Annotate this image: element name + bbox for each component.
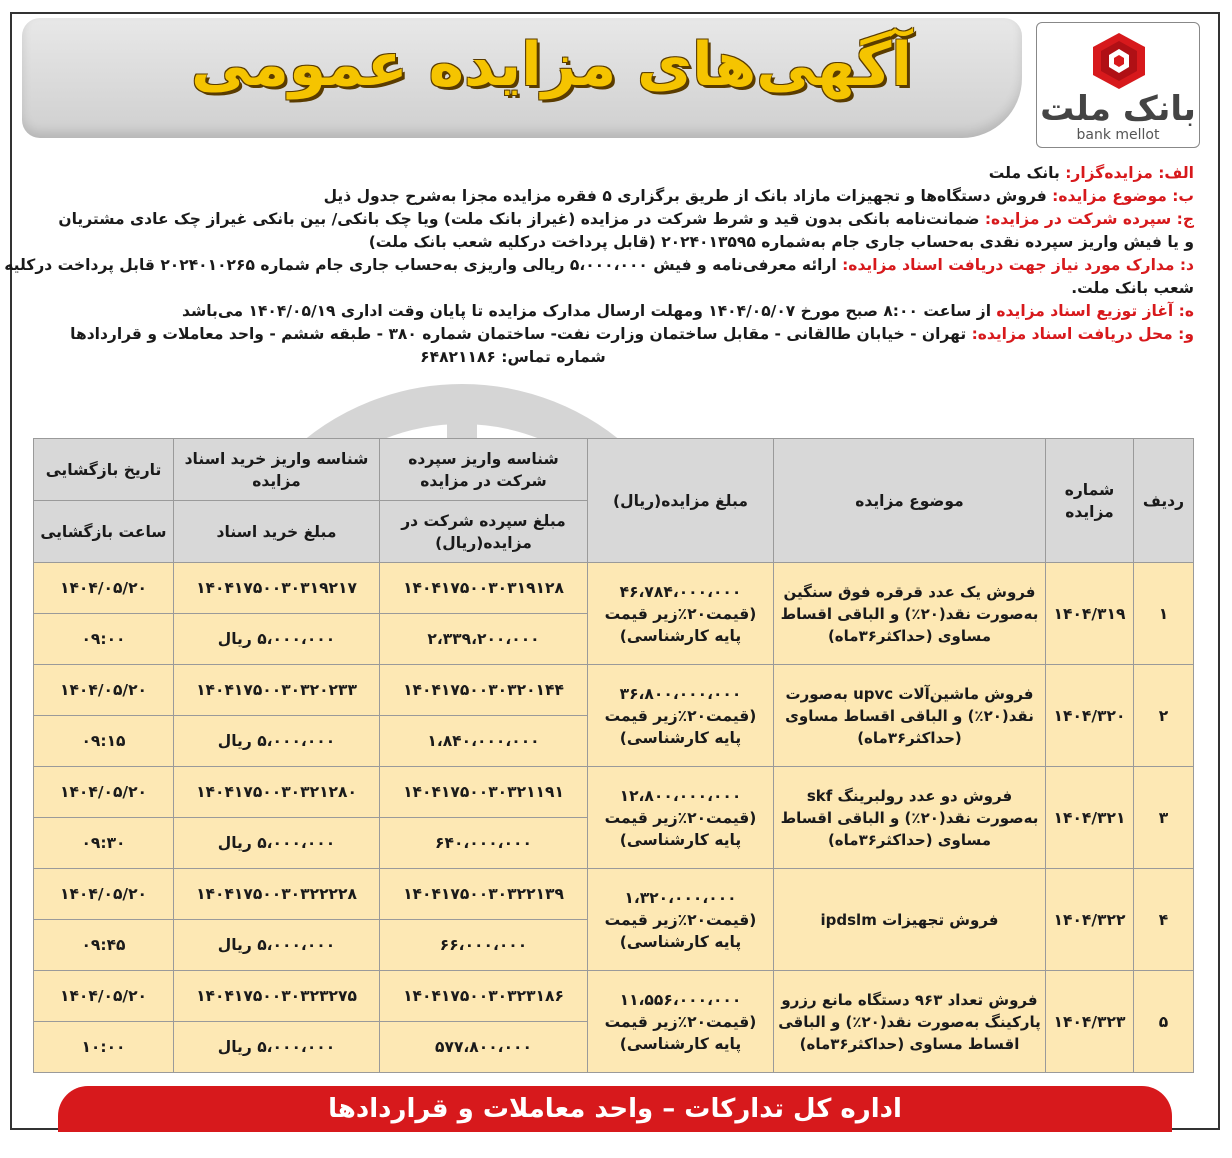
info-text-e: از ساعت ۸:۰۰ صبح مورخ ۱۴۰۴/۰۵/۰۷ ومهلت ارسال مدارک مزایده تا پایان وقت اداری ۱۴۰۴/۰۵/۱۹ می‌باشد: [182, 302, 997, 320]
amount-note: (قیمت۲۰٪زیر قیمت پایه کارشناسی): [604, 604, 757, 645]
table-row: [34, 971, 1194, 1022]
cell-deposit-amount: ۲،۳۳۹،۲۰۰،۰۰۰: [380, 614, 588, 665]
header: [12, 14, 1218, 154]
cell-open-date: ۱۴۰۴/۰۵/۲۰: [34, 869, 174, 920]
cell-doc-price: ۵،۰۰۰،۰۰۰ ریال: [174, 1022, 380, 1073]
cell-doc-price: ۵،۰۰۰،۰۰۰ ریال: [174, 716, 380, 767]
header-open-time: ساعت بازگشایی: [34, 501, 174, 563]
table-row: [34, 767, 1194, 818]
cell-deposit-id: ۱۴۰۴۱۷۵۰۰۳۰۳۲۳۱۸۶: [380, 971, 588, 1022]
info-text-c: ضمانت‌نامه بانکی بدون قید و شرط شرکت در مزایده (غیراز بانک ملت) ویا چک بانکی/ بین بانکی غیراز چک عادی مشتریان: [58, 210, 985, 228]
amount-value: ۳۶،۸۰۰،۰۰۰،۰۰۰: [619, 684, 742, 703]
cell-number: ۱۴۰۴/۳۲۲: [1046, 869, 1134, 971]
cell-open-time: ۱۰:۰۰: [34, 1022, 174, 1073]
cell-deposit-amount: ۶۴۰،۰۰۰،۰۰۰: [380, 818, 588, 869]
header-subject: موضوع مزایده: [774, 439, 1046, 563]
cell-doc-id: ۱۴۰۴۱۷۵۰۰۳۰۳۲۰۲۳۳: [174, 665, 380, 716]
info-text-a: بانک ملت: [988, 164, 1066, 182]
contact-phone: شماره تماس: ۶۴۸۲۱۱۸۶: [420, 348, 606, 366]
cell-open-date: ۱۴۰۴/۰۵/۲۰: [34, 563, 174, 614]
cell-subject: فروش ماشین‌آلات upvc به‌صورت نقد(۲۰٪) و الباقی اقساط مساوی (حداکثر۳۶ماه): [774, 665, 1046, 767]
cell-doc-price: ۵،۰۰۰،۰۰۰ ریال: [174, 614, 380, 665]
logo-text-en: bank mellot: [1076, 127, 1160, 143]
amount-value: ۱،۳۲۰،۰۰۰،۰۰۰: [624, 888, 737, 907]
amount-value: ۴۶،۷۸۴،۰۰۰،۰۰۰: [619, 582, 742, 601]
info-text-f: تهران - خیابان طالقانی - مقابل ساختمان وزارت نفت- ساختمان شماره ۳۸۰ - طبقه ششم - واحد معاملات و قراردادها: [70, 325, 972, 343]
cell-doc-price: ۵،۰۰۰،۰۰۰ ریال: [174, 818, 380, 869]
cell-row: ۱: [1134, 563, 1194, 665]
info-text-b: فروش دستگاه‌ها و تجهیزات مازاد بانک از طریق برگزاری ۵ فقره مزایده مجزا به‌شرح جدول ذیل: [323, 187, 1053, 205]
bank-logo: [1036, 22, 1200, 148]
cell-open-date: ۱۴۰۴/۰۵/۲۰: [34, 767, 174, 818]
cell-deposit-amount: ۶۶،۰۰۰،۰۰۰: [380, 920, 588, 971]
cell-number: ۱۴۰۴/۳۲۱: [1046, 767, 1134, 869]
cell-doc-id: ۱۴۰۴۱۷۵۰۰۳۰۳۲۲۲۲۸: [174, 869, 380, 920]
cell-amount: [588, 869, 774, 971]
info-line-f: [32, 323, 1194, 346]
cell-doc-price: ۵،۰۰۰،۰۰۰ ریال: [174, 920, 380, 971]
info-label-e: ه: آغاز توزیع اسناد مزایده: [996, 302, 1194, 320]
advertisement: [4, 12, 1220, 1130]
info-line-a: [32, 162, 1194, 185]
info-line-c2: و یا فیش واریز سپرده نقدی به‌حساب جاری جام به‌شماره ۲۰۲۴۰۱۳۵۹۵ (قابل پرداخت درکلیه شعب بانک ملت): [368, 233, 1194, 251]
table-row: [34, 563, 1194, 614]
cell-number: ۱۴۰۴/۳۲۳: [1046, 971, 1134, 1073]
cell-doc-id: ۱۴۰۴۱۷۵۰۰۳۰۳۲۱۲۸۰: [174, 767, 380, 818]
auction-table: [33, 438, 1194, 1073]
cell-number: ۱۴۰۴/۳۱۹: [1046, 563, 1134, 665]
info-text-d: ارائه معرفی‌نامه و فیش ۵،۰۰۰،۰۰۰ ریالی واریزی به‌حساب جاری جام شماره ۲۰۲۴۰۱۰۲۶۵ قابل پرداخت درکلیه: [4, 256, 843, 274]
cell-deposit-id: ۱۴۰۴۱۷۵۰۰۳۰۳۲۰۱۴۴: [380, 665, 588, 716]
cell-doc-id: ۱۴۰۴۱۷۵۰۰۳۰۳۲۳۲۷۵: [174, 971, 380, 1022]
info-label-d: د: مدارک مورد نیاز جهت دریافت اسناد مزایده:: [842, 256, 1194, 274]
cell-amount: [588, 767, 774, 869]
header-amount: مبلغ مزایده(ریال): [588, 439, 774, 563]
header-deposit-id: شناسه واریز سپرده شرکت در مزایده: [380, 439, 588, 501]
cell-doc-id: ۱۴۰۴۱۷۵۰۰۳۰۳۱۹۲۱۷: [174, 563, 380, 614]
info-line-b: [32, 185, 1194, 208]
header-doc-price: مبلغ خرید اسناد: [174, 501, 380, 563]
cell-deposit-id: ۱۴۰۴۱۷۵۰۰۳۰۳۲۲۱۳۹: [380, 869, 588, 920]
page-title: آگهی‌های مزایده عمومی: [191, 30, 912, 100]
cell-open-time: ۰۹:۴۵: [34, 920, 174, 971]
amount-note: (قیمت۲۰٪زیر قیمت پایه کارشناسی): [604, 808, 757, 849]
cell-deposit-amount: ۵۷۷،۸۰۰،۰۰۰: [380, 1022, 588, 1073]
cell-subject: فروش تعداد ۹۶۳ دستگاه مانع رزرو پارکینگ به‌صورت نقد(۲۰٪) و الباقی اقساط مساوی (حداکثر۳۶ماه): [774, 971, 1046, 1073]
info-line-c: [32, 208, 1194, 231]
cell-open-time: ۰۹:۰۰: [34, 614, 174, 665]
title-banner: [22, 18, 1022, 138]
cell-subject: فروش دو عدد رولبرینگ skf به‌صورت نقد(۲۰٪) و الباقی اقساط مساوی (حداکثر۳۶ماه): [774, 767, 1046, 869]
info-label-a: الف: مزایده‌گزار:: [1065, 164, 1194, 182]
info-line-d2: شعب بانک ملت.: [1071, 279, 1194, 297]
table-row: [34, 665, 1194, 716]
cell-deposit-amount: ۱،۸۴۰،۰۰۰،۰۰۰: [380, 716, 588, 767]
amount-value: ۱۲،۸۰۰،۰۰۰،۰۰۰: [619, 786, 742, 805]
cell-open-time: ۰۹:۳۰: [34, 818, 174, 869]
cell-open-time: ۰۹:۱۵: [34, 716, 174, 767]
cell-row: ۳: [1134, 767, 1194, 869]
info-line-d: [4, 254, 1194, 277]
cell-subject: فروش تجهیزات ipdslm: [774, 869, 1046, 971]
header-deposit-amount: مبلغ سپرده شرکت در مزایده(ریال): [380, 501, 588, 563]
header-auction-number: شماره مزایده: [1046, 439, 1134, 563]
logo-text-fa: بانک ملت: [1040, 89, 1196, 129]
cell-amount: [588, 971, 774, 1073]
bank-mellat-logo-icon: [1089, 31, 1149, 91]
cell-amount: [588, 665, 774, 767]
header-row-number: ردیف: [1134, 439, 1194, 563]
cell-number: ۱۴۰۴/۳۲۰: [1046, 665, 1134, 767]
cell-row: ۲: [1134, 665, 1194, 767]
header-open-date: تاریخ بازگشایی: [34, 439, 174, 501]
footer-banner: اداره کل تدارکات – واحد معاملات و قراردادها: [58, 1086, 1172, 1132]
cell-row: ۵: [1134, 971, 1194, 1073]
cell-row: ۴: [1134, 869, 1194, 971]
amount-value: ۱۱،۵۵۶،۰۰۰،۰۰۰: [619, 990, 742, 1009]
amount-note: (قیمت۲۰٪زیر قیمت پایه کارشناسی): [604, 910, 757, 951]
info-label-c: ج: سپرده شرکت در مزایده:: [984, 210, 1194, 228]
table-row: [34, 869, 1194, 920]
cell-deposit-id: ۱۴۰۴۱۷۵۰۰۳۰۳۱۹۱۲۸: [380, 563, 588, 614]
announcement-details: [4, 162, 1194, 369]
cell-subject: فروش یک عدد قرقره فوق سنگین به‌صورت نقد(۲۰٪) و الباقی اقساط مساوی (حداکثر۳۶ماه): [774, 563, 1046, 665]
info-label-f: و: محل دریافت اسناد مزایده:: [971, 325, 1194, 343]
amount-note: (قیمت۲۰٪زیر قیمت پایه کارشناسی): [604, 1012, 757, 1053]
cell-amount: [588, 563, 774, 665]
header-doc-id: شناسه واریز خرید اسناد مزایده: [174, 439, 380, 501]
cell-open-date: ۱۴۰۴/۰۵/۲۰: [34, 665, 174, 716]
cell-deposit-id: ۱۴۰۴۱۷۵۰۰۳۰۳۲۱۱۹۱: [380, 767, 588, 818]
info-line-e: [32, 300, 1194, 323]
info-label-b: ب: موضوع مزایده:: [1052, 187, 1194, 205]
amount-note: (قیمت۲۰٪زیر قیمت پایه کارشناسی): [604, 706, 757, 747]
cell-open-date: ۱۴۰۴/۰۵/۲۰: [34, 971, 174, 1022]
